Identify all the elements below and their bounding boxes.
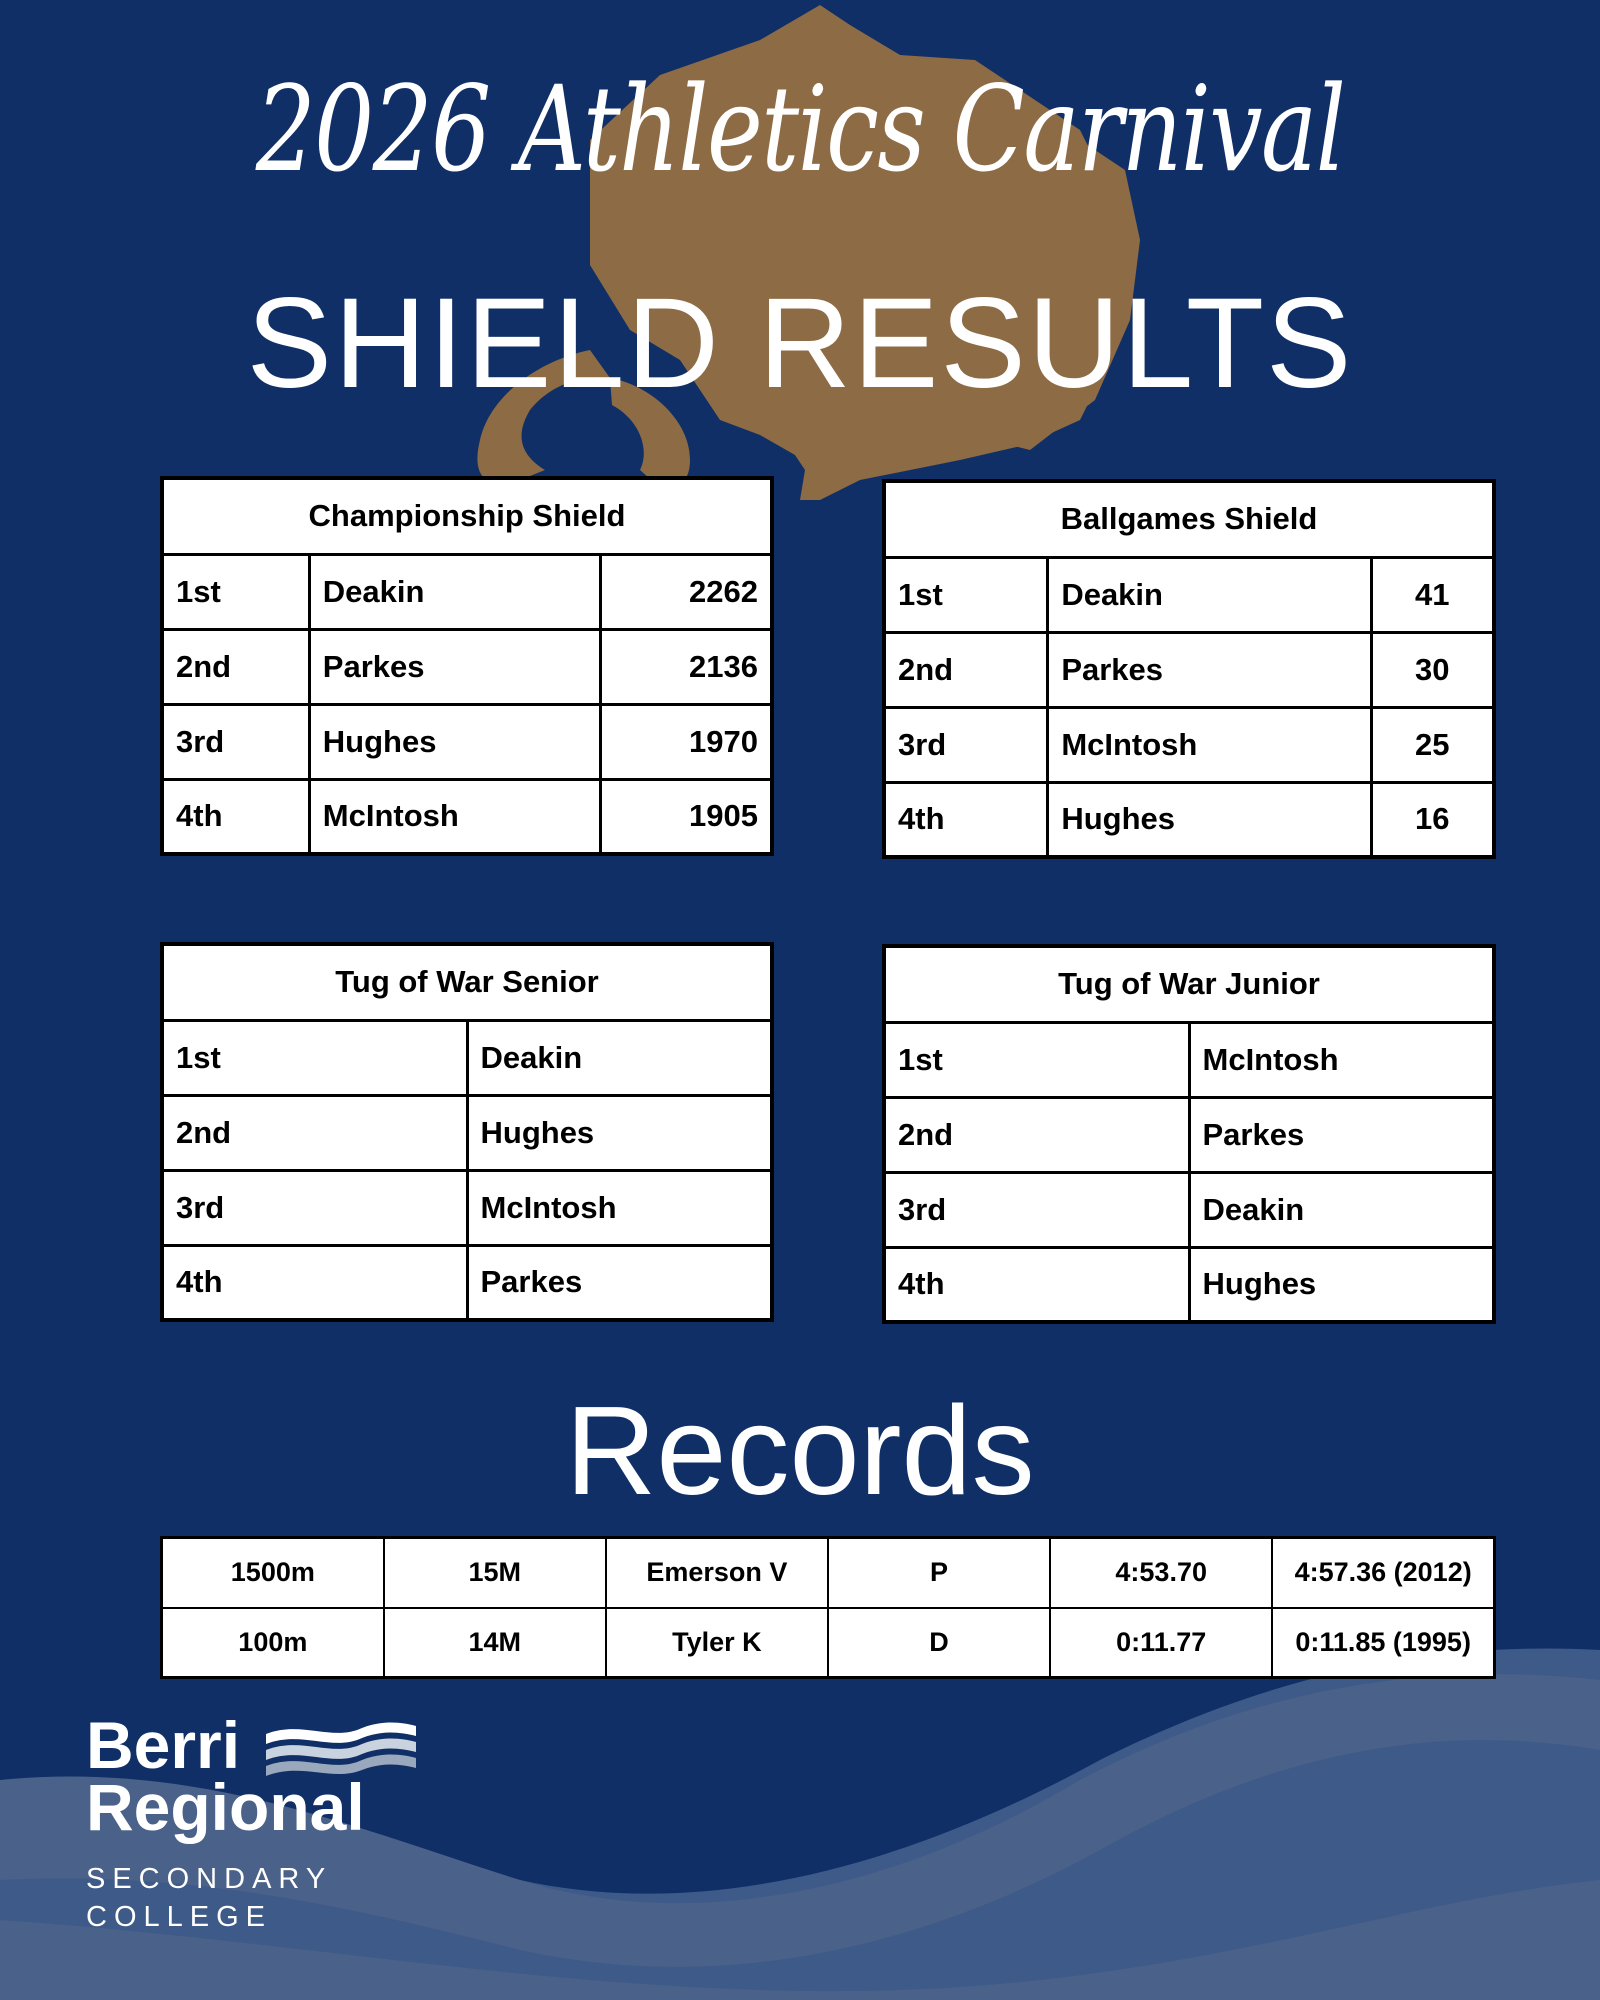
house-cell: McIntosh xyxy=(1189,1022,1494,1097)
place-cell: 4th xyxy=(884,782,1048,857)
event-script-title: 2026 Athletics Carnival xyxy=(255,60,1345,198)
logo-name-line2: Regional xyxy=(86,1770,365,1844)
place-cell: 4th xyxy=(162,779,309,854)
house-cell: Deakin xyxy=(1189,1172,1494,1247)
table-row xyxy=(162,779,772,854)
table-title: Tug of War Senior xyxy=(162,944,772,1020)
table-row xyxy=(884,1097,1494,1172)
logo-subtitle-line1: SECONDARY xyxy=(86,1863,333,1895)
place-cell: 1st xyxy=(162,554,309,629)
page-title: SHIELD RESULTS xyxy=(246,272,1354,415)
place-cell: 3rd xyxy=(162,704,309,779)
house-cell: Parkes xyxy=(309,629,600,704)
athlete-cell: Emerson V xyxy=(606,1538,828,1608)
score-cell: 25 xyxy=(1371,707,1494,782)
place-cell: 2nd xyxy=(162,1095,467,1170)
score-cell: 1970 xyxy=(600,704,772,779)
records-table xyxy=(160,1536,1496,1679)
house-cell: Deakin xyxy=(1048,557,1371,632)
table-row xyxy=(162,1020,772,1095)
place-cell: 2nd xyxy=(884,1097,1189,1172)
score-cell: 30 xyxy=(1371,632,1494,707)
score-cell: 16 xyxy=(1371,782,1494,857)
championship-shield-table xyxy=(160,476,774,856)
event-cell: 100m xyxy=(162,1608,384,1678)
house-cell: McIntosh xyxy=(467,1170,772,1245)
previous-record-cell: 4:57.36 (2012) xyxy=(1272,1538,1494,1608)
house-cell: P xyxy=(828,1538,1050,1608)
new-record-cell: 0:11.77 xyxy=(1050,1608,1272,1678)
house-cell: McIntosh xyxy=(309,779,600,854)
logo-name-line1: Berri xyxy=(86,1708,241,1782)
place-cell: 2nd xyxy=(162,629,309,704)
tug-of-war-senior-table xyxy=(160,942,774,1322)
table-row xyxy=(162,1245,772,1320)
house-cell: McIntosh xyxy=(1048,707,1371,782)
previous-record-cell: 0:11.85 (1995) xyxy=(1272,1608,1494,1678)
table-title: Tug of War Junior xyxy=(884,946,1494,1022)
house-cell: Parkes xyxy=(1048,632,1371,707)
table-row xyxy=(162,1170,772,1245)
logo-subtitle-line2: COLLEGE xyxy=(86,1901,272,1933)
score-cell: 41 xyxy=(1371,557,1494,632)
table-row xyxy=(884,1022,1494,1097)
place-cell: 2nd xyxy=(884,632,1048,707)
table-row xyxy=(884,1172,1494,1247)
house-cell: Hughes xyxy=(1189,1247,1494,1322)
age-group-cell: 14M xyxy=(384,1608,606,1678)
place-cell: 3rd xyxy=(162,1170,467,1245)
house-cell: Parkes xyxy=(467,1245,772,1320)
house-cell: Hughes xyxy=(1048,782,1371,857)
place-cell: 3rd xyxy=(884,1172,1189,1247)
table-row xyxy=(884,632,1494,707)
place-cell: 1st xyxy=(162,1020,467,1095)
table-row xyxy=(162,1608,1495,1678)
score-cell: 2262 xyxy=(600,554,772,629)
house-cell: D xyxy=(828,1608,1050,1678)
table-row xyxy=(162,1538,1495,1608)
place-cell: 4th xyxy=(162,1245,467,1320)
score-cell: 2136 xyxy=(600,629,772,704)
records-title: Records xyxy=(565,1380,1035,1521)
table-row xyxy=(162,629,772,704)
event-cell: 1500m xyxy=(162,1538,384,1608)
age-group-cell: 15M xyxy=(384,1538,606,1608)
table-row xyxy=(162,704,772,779)
new-record-cell: 4:53.70 xyxy=(1050,1538,1272,1608)
place-cell: 4th xyxy=(884,1247,1189,1322)
table-row xyxy=(884,782,1494,857)
ballgames-shield-table xyxy=(882,479,1496,859)
score-cell: 1905 xyxy=(600,779,772,854)
house-cell: Deakin xyxy=(309,554,600,629)
tug-of-war-junior-table xyxy=(882,944,1496,1324)
table-row xyxy=(162,554,772,629)
place-cell: 1st xyxy=(884,557,1048,632)
house-cell: Deakin xyxy=(467,1020,772,1095)
table-title: Ballgames Shield xyxy=(884,481,1494,557)
table-row xyxy=(162,1095,772,1170)
house-cell: Hughes xyxy=(309,704,600,779)
table-row xyxy=(884,707,1494,782)
waves-icon xyxy=(262,1716,420,1782)
table-row xyxy=(884,557,1494,632)
table-row xyxy=(884,1247,1494,1322)
athlete-cell: Tyler K xyxy=(606,1608,828,1678)
house-cell: Hughes xyxy=(467,1095,772,1170)
place-cell: 3rd xyxy=(884,707,1048,782)
house-cell: Parkes xyxy=(1189,1097,1494,1172)
place-cell: 1st xyxy=(884,1022,1189,1097)
table-title: Championship Shield xyxy=(162,478,772,554)
